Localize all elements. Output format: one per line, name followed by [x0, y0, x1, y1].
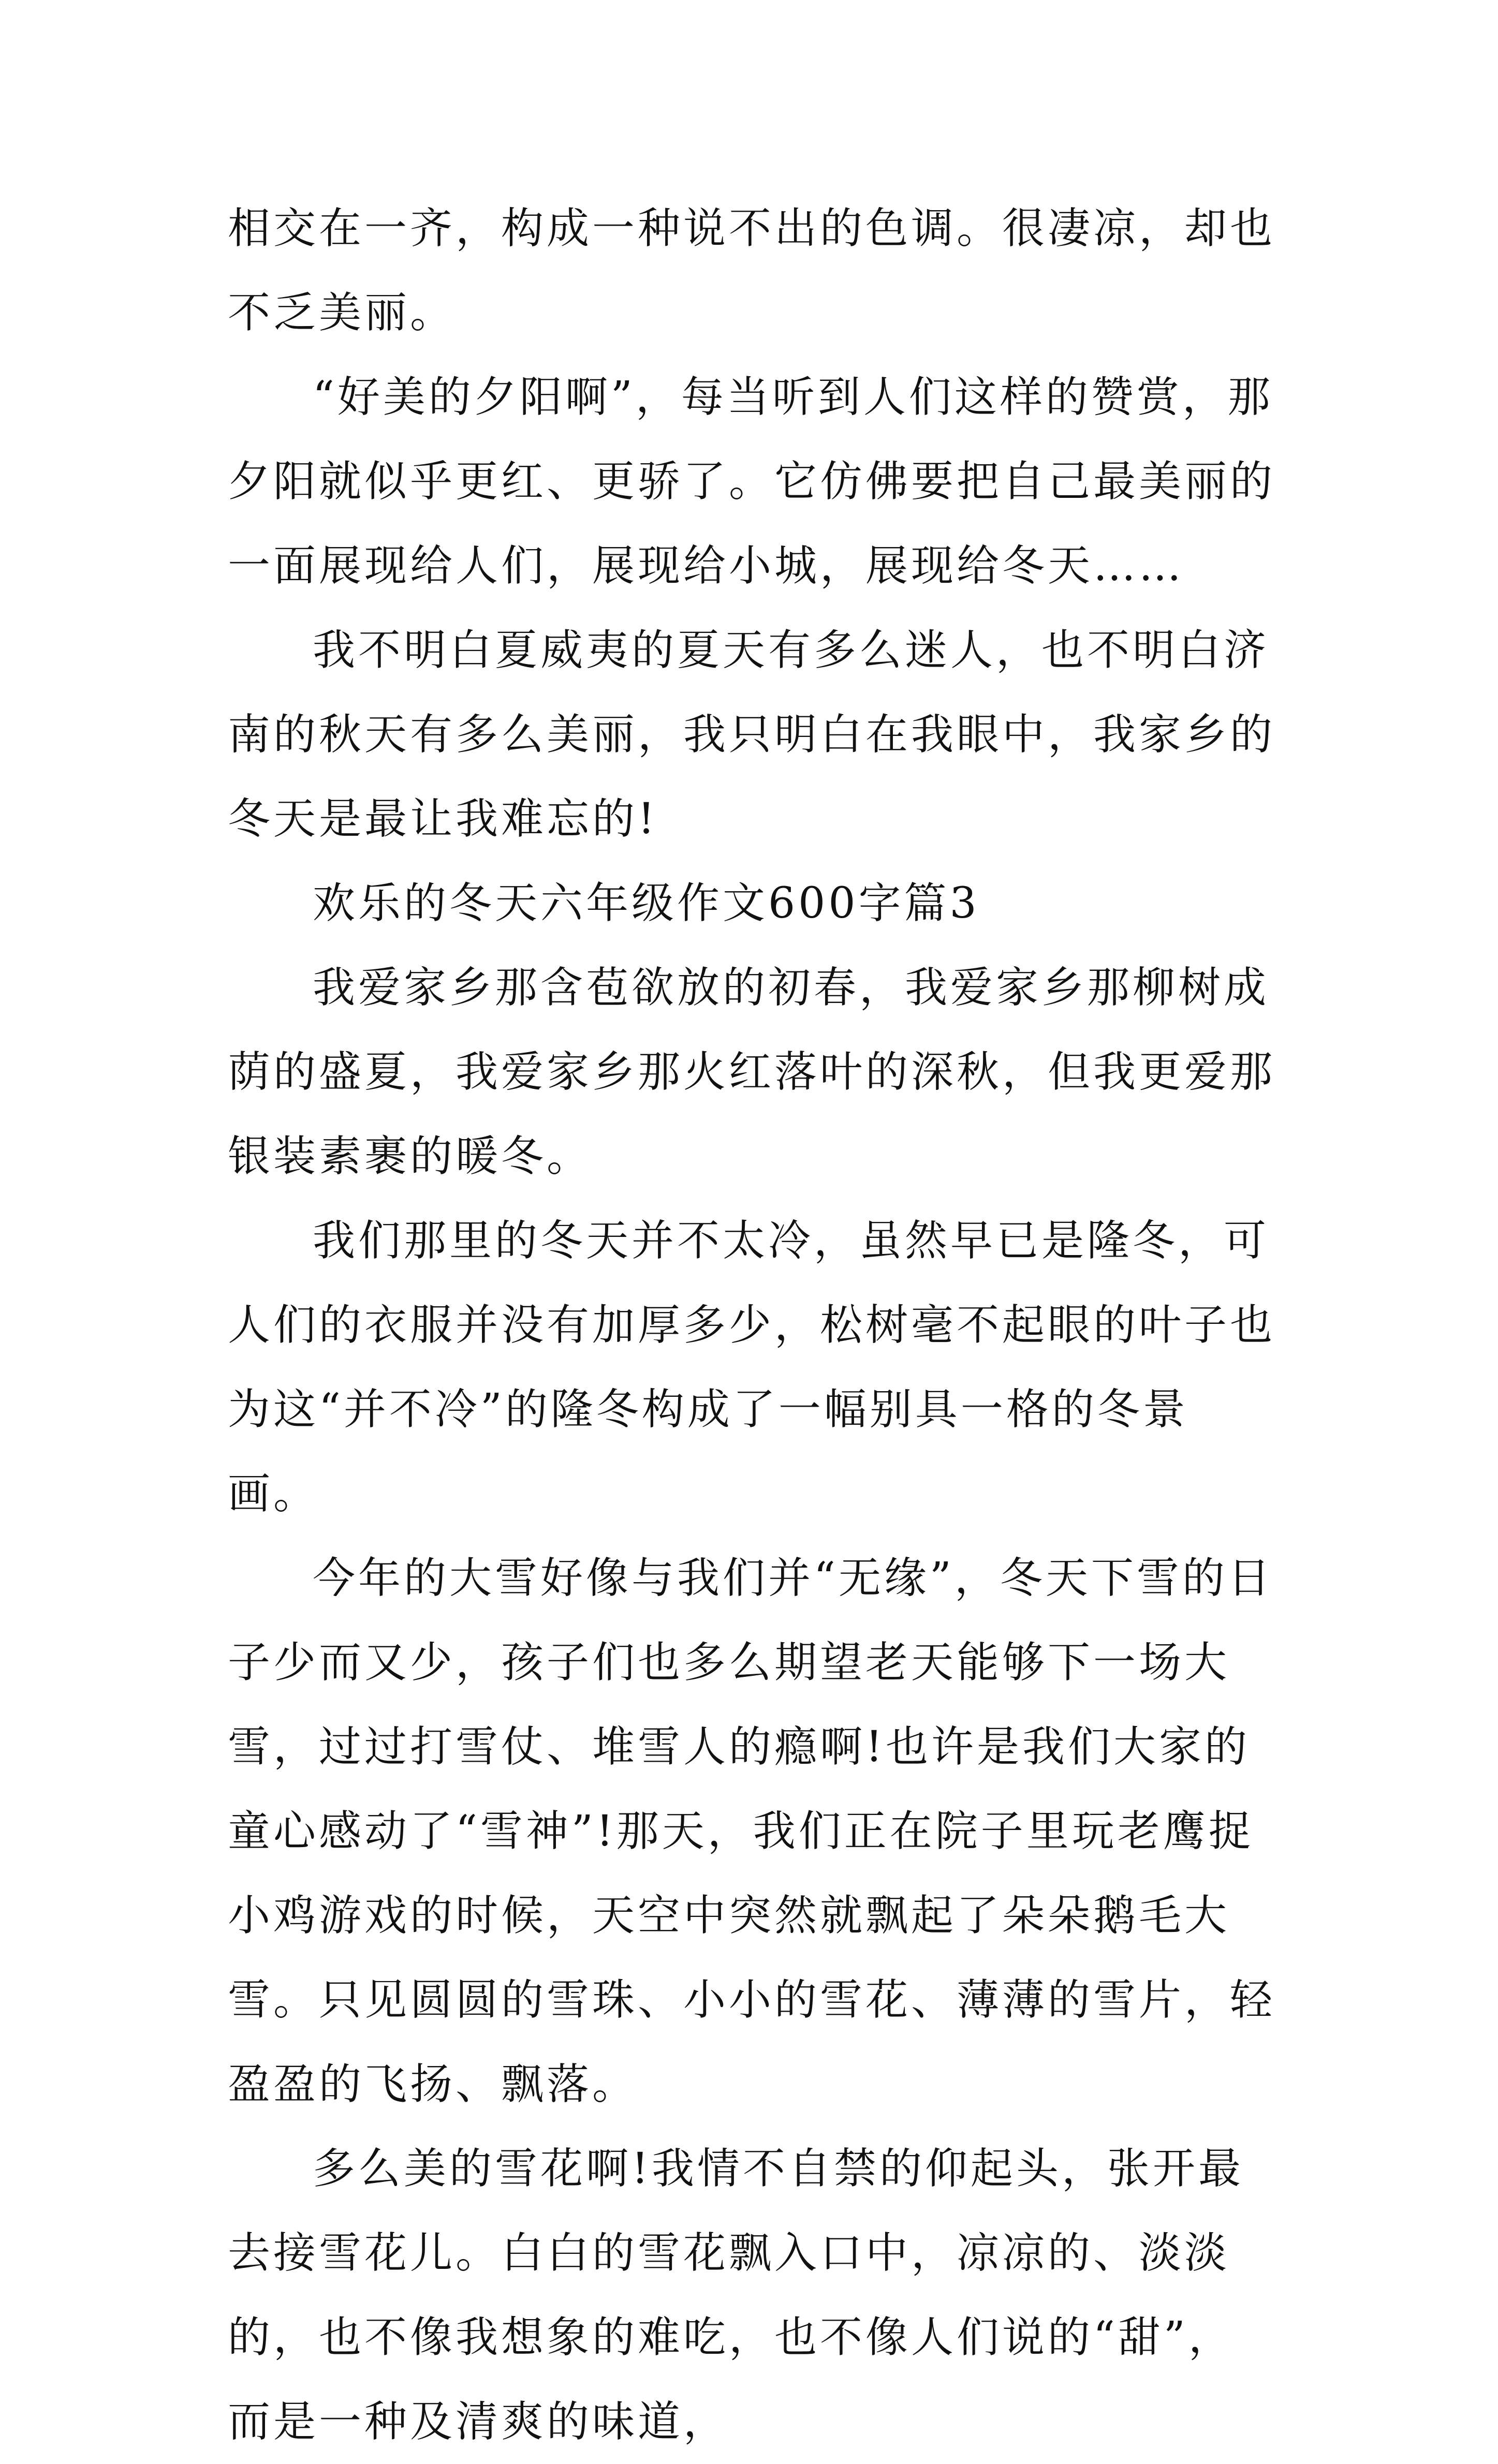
paragraph: 我不明白夏威夷的夏天有多么迷人，也不明白济南的秋天有多么美丽，我只明白在我眼中，我家乡的冬天是最让我难忘的! — [228, 626, 1276, 844]
paragraph: “好美的夕阳啊”，每当听到人们这样的赞赏，那夕阳就似乎更红、更骄了。它仿佛要把自己最美丽的一面展现给人们，展现给小城，展现给冬天…… — [228, 373, 1276, 591]
paragraph: 今年的大雪好像与我们并“无缘”，冬天下雪的日子少而又少，孩子们也多么期望老天能够下一场大雪，过过打雪仗、堆雪人的瘾啊!也许是我们大家的童心感动了“雪神”!那天，我们正在院子里玩老鹰捉小鸡游戏的时候，天空中突然就飘起了朵朵鹅毛大雪。只见圆圆的雪珠、小小的雪花、薄薄的雪片，轻盈盈的飞扬、飘落。 — [228, 1554, 1276, 2109]
paragraph: 我们那里的冬天并不太冷，虽然早已是隆冬，可人们的衣服并没有加厚多少，松树毫不起眼的叶子也为这“并不冷”的隆冬构成了一幅别具一格的冬景画。 — [228, 1216, 1276, 1518]
document-body — [228, 186, 1279, 2464]
paragraph: 多么美的雪花啊!我情不自禁的仰起头，张开最去接雪花儿。白白的雪花飘入口中，凉凉的、淡淡的，也不像我想象的难吃，也不像人们说的“甜”，而是一种及清爽的味道， — [228, 2144, 1244, 2446]
section-heading: 欢乐的冬天六年级作文600字篇3 — [313, 879, 980, 928]
paragraph: 我爱家乡那含苞欲放的初春，我爱家乡那柳树成荫的盛夏，我爱家乡那火红落叶的深秋，但我更爱那银装素裹的暖冬。 — [228, 963, 1276, 1181]
paragraph: 相交在一齐，构成一种说不出的色调。很凄凉，却也不乏美丽。 — [228, 204, 1276, 337]
